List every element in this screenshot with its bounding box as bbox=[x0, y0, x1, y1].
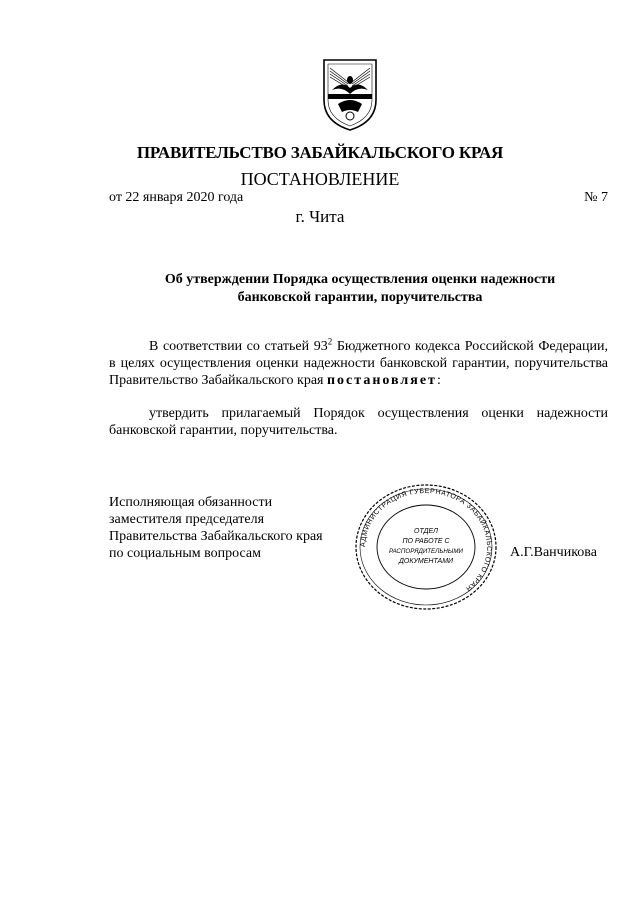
body-paragraph-2: утвердить прилагаемый Порядок осуществления оценки надежности банковской гарантии, поручительства. bbox=[109, 406, 608, 438]
body-paragraph-1 bbox=[109, 338, 608, 389]
p1-text-start: В соответствии со статьей 93 bbox=[149, 339, 328, 354]
signatory-line-4: по социальным вопросам bbox=[109, 546, 261, 561]
p1-resolution-word: постановляет bbox=[326, 373, 437, 388]
document-title: Об утверждении Порядка осуществления оценки надежности банковской гарантии, поручительства bbox=[164, 272, 556, 305]
p1-text-end: : bbox=[436, 373, 441, 388]
stamp-center-line-1: ОТДЕЛ bbox=[414, 528, 438, 535]
document-city: г. Чита bbox=[295, 207, 345, 226]
signatory-position bbox=[109, 494, 359, 562]
stamp-ring-text: АДМИНИСТРАЦИЯ ГУБЕРНАТОРА ЗАБАЙКАЛЬСКОГО КРАЯ bbox=[359, 487, 493, 593]
stamp-center-line-4: ДОКУМЕНТАМИ bbox=[398, 558, 454, 565]
p1-text-middle: Бюджетного кодекса Российской Федерации, в целях осуществления оценки надежности банковской гарантии, поручительства Правительство Забайкальского края bbox=[109, 339, 608, 388]
stamp-center-line-3: РАСПОРЯДИТЕЛЬНЫМИ bbox=[389, 548, 463, 555]
document-date: от 22 января 2020 года bbox=[109, 190, 244, 205]
official-stamp bbox=[352, 483, 500, 611]
document-number: № 7 bbox=[584, 190, 608, 205]
organization-title: ПРАВИТЕЛЬСТВО ЗАБАЙКАЛЬСКОГО КРАЯ bbox=[136, 143, 504, 162]
document-type: ПОСТАНОВЛЕНИЕ bbox=[240, 169, 400, 189]
signatory-line-2: заместителя председателя bbox=[109, 512, 265, 527]
signatory-line-1: Исполняющая обязанности bbox=[109, 495, 273, 510]
p1-superscript: 2 bbox=[327, 336, 333, 347]
signatory-line-3: Правительства Забайкальского края bbox=[109, 529, 323, 544]
stamp-center-line-2: ПО РАБОТЕ С bbox=[402, 538, 450, 545]
coat-of-arms-icon bbox=[318, 56, 382, 132]
signatory-name: А.Г.Ванчикова bbox=[510, 545, 597, 560]
